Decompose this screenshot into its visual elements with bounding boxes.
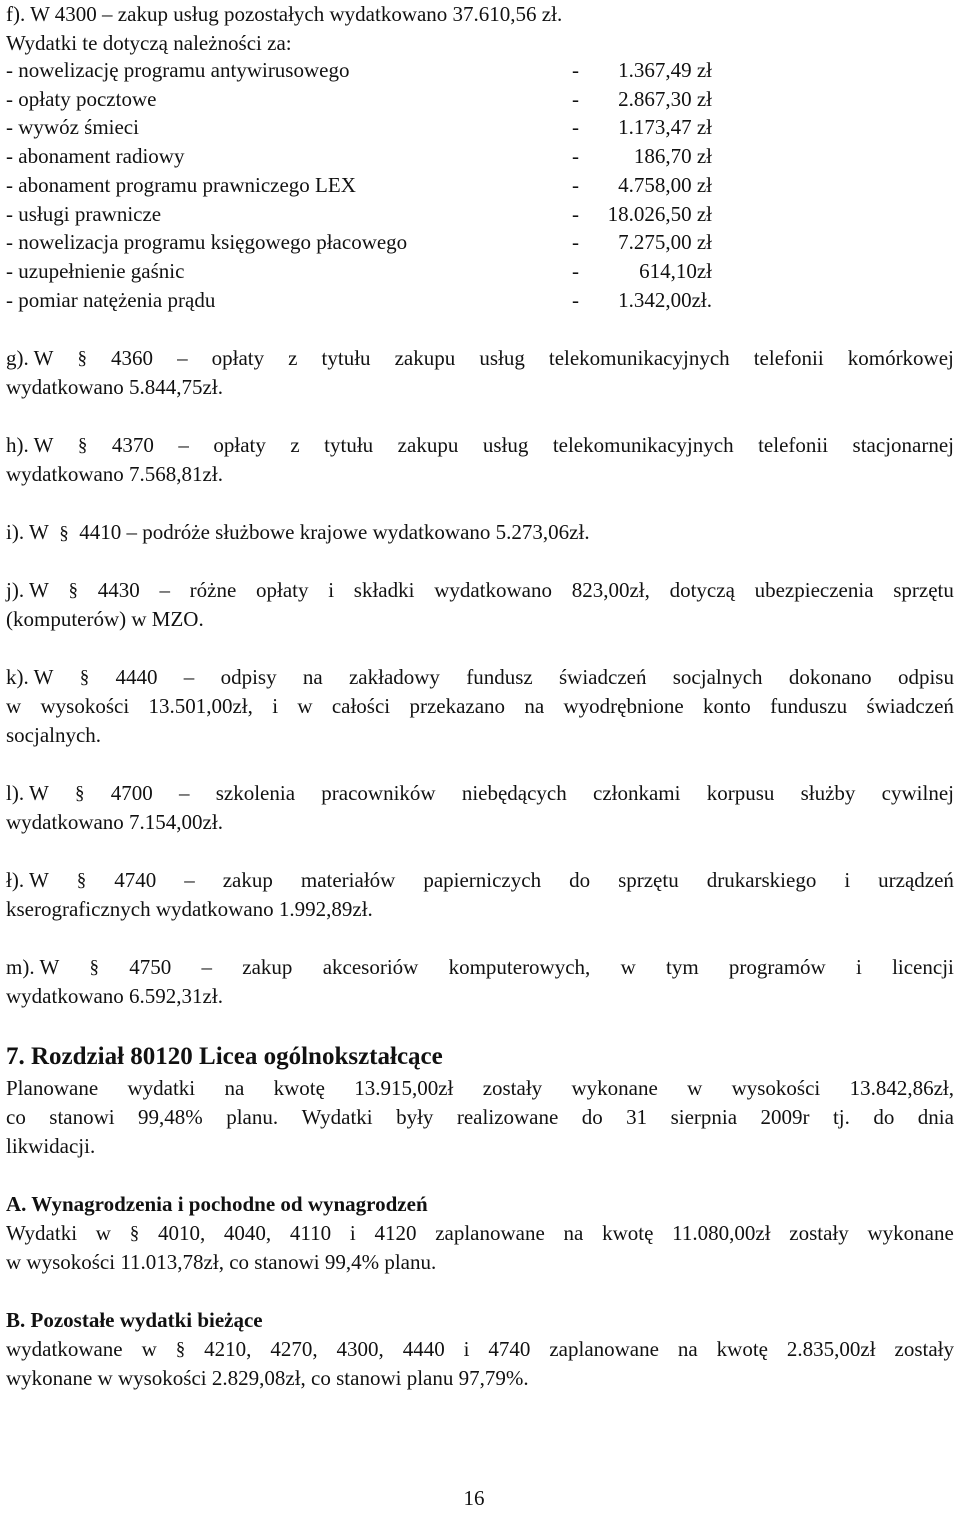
item-l2-line2: kserograficznych wydatkowano 1.992,89zł. — [6, 897, 373, 921]
expense-amount: - 18.026,50 zł — [572, 202, 712, 226]
expense-label: - abonament radiowy — [6, 144, 185, 168]
section7-line2: co stanowi 99,48% planu. Wydatki były realizowane do 31 sierpnia 2009r tj. do dnia — [6, 1105, 954, 1129]
expense-amount: - 7.275,00 zł — [572, 230, 712, 254]
item-l2-line1: ł). W § 4740 – zakup materiałów papierniczych do sprzętu drukarskiego i urządzeń — [6, 866, 954, 895]
section-sign: § — [77, 435, 88, 456]
subsection-b-line1: wydatkowane w § 4210, 4270, 4300, 4440 i 4740 zaplanowane na kwotę 2.835,00zł zostały — [6, 1335, 954, 1364]
item-j-line1: j). W § 4430 – różne opłaty i składki wydatkowano 823,00zł, dotyczą ubezpieczenia sprzętu — [6, 576, 954, 605]
section-sign: § — [75, 783, 85, 804]
section-sign: § — [76, 870, 87, 891]
expense-amount: - 1.367,49 zł — [572, 58, 712, 82]
section-sign: § — [77, 348, 87, 369]
expense-amount: - 186,70 zł — [572, 144, 712, 168]
expense-amount: - 1.173,47 zł — [572, 115, 712, 139]
item-g-line1: g). W § 4360 – opłaty z tytułu zakupu usług telekomunikacyjnych telefonii komórkowej — [6, 344, 954, 373]
item-j-line2: (komputerów) w MZO. — [6, 607, 204, 631]
item-k-line2: w wysokości 13.501,00zł, i w całości przekazano na wyodrębnione konto funduszu świadczeń — [6, 694, 954, 718]
item-i-line1: i). W § 4410 – podróże służbowe krajowe wydatkowano 5.273,06zł. — [6, 518, 590, 547]
item-g-line2: wydatkowano 5.844,75zł. — [6, 375, 223, 399]
item-h-line2: wydatkowano 7.568,81zł. — [6, 462, 223, 486]
section7-line1: Planowane wydatki na kwotę 13.915,00zł zostały wykonane w wysokości 13.842,86zł, — [6, 1076, 954, 1100]
item-m-line1: m). W § 4750 – zakup akcesoriów komputerowych, w tym programów i licencji — [6, 953, 954, 982]
section-sign: § — [89, 957, 100, 978]
page-number: 16 — [463, 1486, 485, 1510]
expense-label: - uzupełnienie gaśnic — [6, 259, 185, 283]
item-m-line2: wydatkowano 6.592,31zł. — [6, 984, 223, 1008]
section-sign: § — [79, 667, 90, 688]
expense-label: - opłaty pocztowe — [6, 87, 157, 111]
item-l-line2: wydatkowano 7.154,00zł. — [6, 810, 223, 834]
expense-label: - usługi prawnicze — [6, 202, 162, 226]
section-sign: § — [175, 1339, 186, 1360]
item-h-line1: h). W § 4370 – opłaty z tytułu zakupu usług telekomunikacyjnych telefonii stacjonarnej — [6, 431, 954, 460]
expense-label: - abonament programu prawniczego LEX — [6, 173, 356, 197]
item-f-line1: f). W 4300 – zakup usług pozostałych wydatkowano 37.610,56 zł. — [6, 2, 563, 26]
expense-label: - wywóz śmieci — [6, 115, 139, 139]
expense-amount: - 2.867,30 zł — [572, 87, 712, 111]
item-f-line2: Wydatki te dotyczą należności za: — [6, 31, 292, 55]
expense-amount: - 4.758,00 zł — [572, 173, 712, 197]
section-sign: § — [129, 1223, 140, 1244]
subsection-a-heading: A. Wynagrodzenia i pochodne od wynagrodzeń — [6, 1192, 428, 1216]
subsection-b-line2: wykonane w wysokości 2.829,08zł, co stanowi planu 97,79%. — [6, 1366, 529, 1390]
subsection-a-line2: w wysokości 11.013,78zł, co stanowi 99,4% planu. — [6, 1250, 437, 1274]
section-sign: § — [68, 580, 78, 601]
expense-label: - nowelizacja programu księgowego płacowego — [6, 230, 408, 254]
section-heading: 7. Rozdział 80120 Licea ogólnokształcące — [6, 1043, 443, 1070]
section7-line3: likwidacji. — [6, 1134, 96, 1158]
item-l-line1: l). W § 4700 – szkolenia pracowników niebędących członkami korpusu służby cywilnej — [6, 779, 954, 808]
section-sign: § — [59, 523, 69, 544]
expense-amount: - 614,10zł — [572, 259, 712, 283]
item-k-line1: k). W § 4440 – odpisy na zakładowy fundusz świadczeń socjalnych dokonano odpisu — [6, 663, 954, 692]
expense-label: - pomiar natężenia prądu — [6, 288, 216, 312]
expense-amount: - 1.342,00zł. — [572, 288, 712, 312]
subsection-b-heading: B. Pozostałe wydatki bieżące — [6, 1308, 263, 1332]
expense-label: - nowelizację programu antywirusowego — [6, 58, 350, 82]
subsection-a-line1: Wydatki w § 4010, 4040, 4110 i 4120 zaplanowane na kwotę 11.080,00zł zostały wykonane — [6, 1219, 954, 1248]
item-k-line3: socjalnych. — [6, 723, 102, 747]
